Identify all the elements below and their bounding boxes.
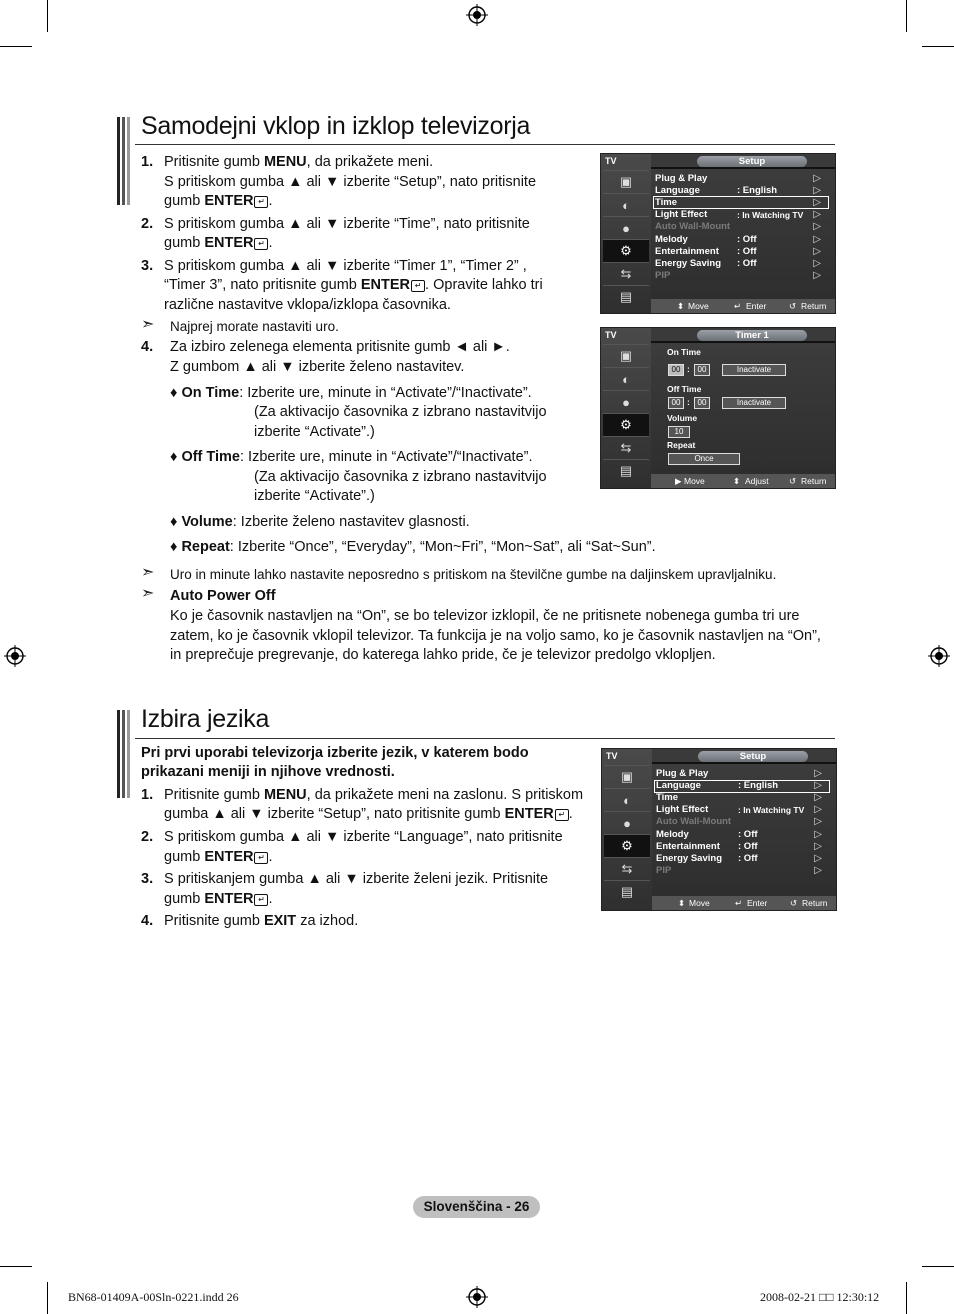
note-text: Ko je časovnik nastavljen na “On”, se bo televizor izklopil, če ne pritisnete nobenega gumba tri ure [170, 608, 800, 624]
arrow-right-icon: ▷ [814, 816, 822, 827]
osd-foot-enter: Enter [746, 301, 767, 311]
arrow-right-icon: ▷ [813, 270, 821, 281]
application-icon: ▤ [603, 459, 649, 482]
enter-icon: ↵ [411, 280, 425, 292]
osd-row-value: : Off [738, 841, 758, 852]
option-volume: ♦ Volume: Izberite želeno nastavitev glasnosti. [170, 514, 470, 530]
enter-icon: ↵ [734, 301, 742, 311]
osd-foot-return: Return [802, 898, 828, 908]
step-number: 2. [141, 216, 154, 232]
osd-row-value: : In Watching TV [737, 210, 804, 220]
step-text: gumb ENTER ↵ . [164, 849, 273, 865]
enter-icon: ↵ [254, 894, 268, 906]
osd-row-label: Plug & Play [655, 173, 708, 184]
sound-icon: ◐ [603, 193, 649, 216]
osd-header: Setup [697, 156, 807, 167]
picture-icon: ▣ [604, 765, 650, 788]
arrow-right-icon: ▷ [814, 780, 822, 791]
step-text: različne nastavitve vklopa/izklopa časovnika. [164, 297, 451, 313]
step-number: 3. [141, 258, 154, 274]
print-slug-right: 2008-02-21 □□ 12:30:12 [760, 1290, 880, 1304]
arrow-right-icon: ▷ [814, 853, 822, 864]
arrow-right-icon: ▷ [814, 841, 822, 852]
tv-setup-menu-screen [601, 748, 837, 911]
arrow-right-icon: ▷ [813, 209, 821, 220]
crop-mark [47, 0, 48, 32]
arrow-right-icon: ▷ [814, 804, 822, 815]
osd-foot-adjust: Adjust [745, 476, 769, 486]
osd-selection [653, 196, 829, 209]
input-icon: ⇆ [603, 436, 649, 459]
application-icon: ▤ [604, 880, 650, 903]
arrow-right-icon: ▶ [675, 476, 682, 486]
registration-mark-icon [466, 4, 488, 26]
step-text: S pritiskom gumba ▲ ali ▼ izberite “Setup”, nato pritisnite [164, 174, 537, 190]
intro-text: Pri prvi uporabi televizorja izberite jezik, v katerem bodo [141, 745, 529, 761]
osd-header: Timer 1 [697, 330, 807, 341]
osd-row-value: : Off [737, 246, 757, 257]
option-repeat: ♦ Repeat: Izberite “Once”, “Everyday”, “Mon~Fri”, “Mon~Sat”, ali “Sat~Sun”. [170, 539, 656, 555]
osd-row-value: : Off [738, 829, 758, 840]
volume-label: Volume [667, 413, 698, 423]
osd-row-label: Melody [655, 234, 688, 245]
osd-footer [651, 474, 835, 488]
osd-row-value: : Off [737, 234, 757, 245]
arrow-right-icon: ▷ [814, 829, 822, 840]
return-icon: ↺ [789, 301, 797, 311]
on-minute-field: 00 [694, 364, 710, 376]
osd-row-label: Light Effect [656, 804, 709, 815]
tv-timer-screen [600, 327, 836, 489]
step-text: “Timer 3”, nato pritisnite gumb ENTER ↵ . Opravite lahko tri [164, 277, 543, 293]
osd-foot-return: Return [801, 301, 827, 311]
section-title: Samodejni vklop in izklop televizorja [141, 112, 531, 140]
step-text: gumb ENTER ↵ . [164, 235, 273, 251]
step-text: Pritisnite gumb EXIT za izhod. [164, 913, 359, 929]
arrow-right-icon: ▷ [813, 234, 821, 245]
step-number: 4. [141, 339, 154, 355]
channel-icon: ● [603, 390, 649, 413]
osd-foot-enter: Enter [747, 898, 768, 908]
repeat-label: Repeat [667, 440, 696, 450]
osd-tv-label: TV [605, 330, 617, 340]
osd-header: Setup [698, 751, 808, 762]
note-text: in preprečuje pregrevanje, do katerega lahko pride, če je televizor predolgo vklopljen. [170, 647, 716, 663]
osd-row-label: Auto Wall-Mount [656, 816, 732, 827]
move-icon: ⬍ [678, 898, 686, 908]
crop-mark [0, 1266, 32, 1267]
osd-row-value: : English [738, 780, 779, 791]
step-text: gumba ▲ ali ▼ izberite “Setup”, nato pritisnite gumb ENTER ↵ . [164, 806, 573, 822]
osd-row-label: Time [655, 197, 678, 208]
on-state-field: Inactivate [722, 364, 786, 376]
repeat-field: Once [668, 453, 740, 465]
arrow-right-icon: ▷ [813, 197, 821, 208]
on-time-label: On Time [667, 347, 701, 357]
intro-text: prikazani meniji in njihove vrednosti. [141, 764, 395, 780]
arrow-right-icon: ▷ [814, 865, 822, 876]
arrow-right-icon: ▷ [813, 185, 821, 196]
sound-icon: ◐ [604, 788, 650, 811]
section-bar [117, 710, 130, 798]
enter-icon: ↵ [555, 809, 569, 821]
title-rule [135, 144, 835, 145]
input-icon: ⇆ [604, 857, 650, 880]
step-text: gumb ENTER ↵ . [164, 193, 273, 209]
option-on-time: ♦ On Time: Izberite ure, minute in “Activate”/“Inactivate”. [170, 385, 532, 401]
on-hour-field: 00 [668, 364, 684, 376]
osd-colon: : [687, 397, 690, 407]
note-text: Najprej morate nastaviti uro. [170, 319, 339, 334]
tv-setup-menu-screen [600, 153, 836, 314]
step-text: Pritisnite gumb MENU, da prikažete meni na zaslonu. S pritiskom [164, 787, 584, 803]
step-text: S pritiskom gumba ▲ ali ▼ izberite “Language”, nato pritisnite [164, 829, 563, 845]
registration-mark-icon [466, 1286, 488, 1308]
application-icon: ▤ [603, 285, 649, 308]
osd-row-label: Energy Saving [655, 258, 721, 269]
option-text: (Za aktivacijo časovnika z izbrano nastavitvijo [254, 404, 547, 420]
crop-mark [0, 46, 32, 47]
print-slug-left: BN68-01409A-00Sln-0221.indd 26 [68, 1290, 239, 1304]
return-icon: ↺ [790, 898, 798, 908]
note-title: Auto Power Off [170, 588, 276, 604]
osd-footer [651, 299, 835, 313]
step-number: 4. [141, 913, 154, 929]
off-state-field: Inactivate [722, 397, 786, 409]
osd-tv-label: TV [606, 751, 618, 761]
arrow-right-icon: ▷ [813, 258, 821, 269]
osd-row-label: Language [655, 185, 700, 196]
note-icon: ➣ [141, 585, 155, 602]
crop-mark [906, 0, 907, 32]
registration-mark-icon [4, 645, 26, 667]
arrow-right-icon: ▷ [813, 173, 821, 184]
sound-icon: ◐ [603, 367, 649, 390]
arrow-right-icon: ▷ [813, 221, 821, 232]
enter-icon: ↵ [254, 238, 268, 250]
osd-row-label: Language [656, 780, 701, 791]
osd-row-label: Entertainment [655, 246, 719, 257]
step-number: 2. [141, 829, 154, 845]
enter-icon: ↵ [254, 196, 268, 208]
crop-mark [47, 1282, 48, 1314]
option-text: izberite “Activate”.) [254, 488, 375, 504]
osd-row-label: Auto Wall-Mount [655, 221, 731, 232]
step-number: 1. [141, 154, 154, 170]
step-text: Za izbiro zelenega elementa pritisnite gumb ◄ ali ►. [170, 339, 510, 355]
arrow-right-icon: ▷ [814, 792, 822, 803]
step-text: S pritiskom gumba ▲ ali ▼ izberite “Time”, nato pritisnite [164, 216, 530, 232]
off-minute-field: 00 [694, 397, 710, 409]
osd-row-label: PIP [656, 865, 672, 876]
picture-icon: ▣ [603, 344, 649, 367]
enter-icon: ↵ [735, 898, 743, 908]
setup-gear-icon: ⚙ [603, 413, 649, 436]
channel-icon: ● [604, 811, 650, 834]
setup-gear-icon: ⚙ [604, 834, 650, 857]
osd-row-value: : Off [738, 853, 758, 864]
crop-mark [922, 1266, 954, 1267]
note-icon: ➣ [141, 564, 155, 581]
osd-row-label: Time [656, 792, 679, 803]
step-text: Z gumbom ▲ ali ▼ izberite želeno nastavitev. [170, 359, 465, 375]
osd-tv-label: TV [605, 156, 617, 166]
arrow-right-icon: ▷ [813, 246, 821, 257]
osd-row-value: : English [737, 185, 778, 196]
step-text: Pritisnite gumb MENU, da prikažete meni. [164, 154, 434, 170]
page-number: Slovenščina - 26 [413, 1196, 540, 1218]
move-icon: ⬍ [677, 301, 685, 311]
step-text: S pritiskanjem gumba ▲ ali ▼ izberite želeni jezik. Pritisnite [164, 871, 549, 887]
arrow-right-icon: ▷ [814, 768, 822, 779]
enter-icon: ↵ [254, 852, 268, 864]
step-text: gumb ENTER ↵ . [164, 891, 273, 907]
adjust-icon: ⬍ [733, 476, 741, 486]
return-icon: ↺ [789, 476, 797, 486]
option-text: izberite “Activate”.) [254, 424, 375, 440]
volume-field: 10 [668, 426, 690, 438]
osd-row-value: : In Watching TV [738, 805, 805, 815]
note-icon: ➣ [141, 316, 155, 333]
step-text: S pritiskom gumba ▲ ali ▼ izberite “Timer 1”, “Timer 2” , [164, 258, 527, 274]
osd-foot-move: Move [689, 898, 710, 908]
step-number: 3. [141, 871, 154, 887]
osd-row-label: PIP [655, 270, 671, 281]
crop-mark [922, 46, 954, 47]
off-hour-field: 00 [668, 397, 684, 409]
osd-row-label: Melody [656, 829, 689, 840]
osd-foot-move: Move [688, 301, 709, 311]
note-text: Uro in minute lahko nastavite neposredno s pritiskom na številčne gumbe na daljinskem upravljalniku. [170, 567, 777, 582]
input-icon: ⇆ [603, 262, 649, 285]
section-bar [117, 117, 130, 205]
osd-row-label: Plug & Play [656, 768, 709, 779]
osd-foot-move: Move [684, 476, 705, 486]
crop-mark [906, 1282, 907, 1314]
osd-row-label: Energy Saving [656, 853, 722, 864]
note-text: zatem, ko je časovnik vklopil televizor. Ta funkcija je na voljo samo, ko je časovnik nastavljen na “On”, [170, 628, 821, 644]
title-rule [135, 738, 835, 739]
section-title: Izbira jezika [141, 705, 270, 733]
option-off-time: ♦ Off Time: Izberite ure, minute in “Activate”/“Inactivate”. [170, 449, 533, 465]
option-text: (Za aktivacijo časovnika z izbrano nastavitvijo [254, 469, 547, 485]
off-time-label: Off Time [667, 384, 702, 394]
osd-footer [652, 896, 836, 910]
osd-row-label: Entertainment [656, 841, 720, 852]
osd-colon: : [687, 364, 690, 374]
setup-gear-icon: ⚙ [603, 239, 649, 262]
osd-row-label: Light Effect [655, 209, 708, 220]
picture-icon: ▣ [603, 170, 649, 193]
step-number: 1. [141, 787, 154, 803]
osd-foot-return: Return [801, 476, 827, 486]
registration-mark-icon [928, 645, 950, 667]
channel-icon: ● [603, 216, 649, 239]
osd-row-value: : Off [737, 258, 757, 269]
